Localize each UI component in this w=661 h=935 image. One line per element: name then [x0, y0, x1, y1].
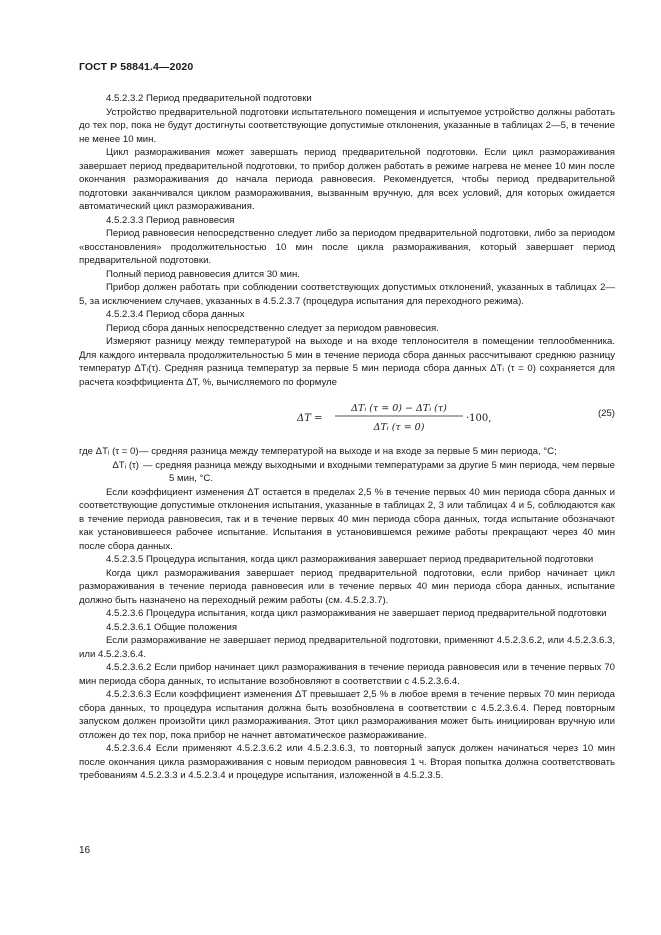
where-definition: — средняя разница между выходными и входными температурами за другие 5 мин периода, чем первые 5 мин, °С.	[143, 459, 615, 484]
where-item	[79, 445, 615, 459]
formula-25	[79, 391, 615, 443]
paragraph: Если коэффициент изменения ΔT остается в пределах 2,5 % в течение первых 40 мин периода сбора данных и соответствующие допустимые отклонения испытания, указанные в таблицах 2, 3 или таблицах 4 и 5, соблюдаются как в течение периода равновесия, так и в течение первых 40 мин периода сбора данных, тогда испытание обозначают как установившееся рабочее испытание. Испытания в установившемся режиме работы прекращают через 40 мин после сбора данных.	[79, 486, 615, 552]
paragraph: Цикл размораживания может завершать период предварительной подготовки. Если цикл размораживания завершает период предварительной подготовки, то прибор должен работать в режиме нагрева не менее 10 мин после окончания размораживания до начала периода равновесия. Рекомендуется, чтобы период предварительной подготовки заканчивался циклом размораживания, вызванным вручную, для всех условий, для которых ожидается автоматический цикл размораживания.	[79, 147, 615, 212]
paragraph: Прибор должен работать при соблюдении соответствующих допустимых отклонений, указанных в таблицах 2—5, за исключением случаев, указанных в 4.5.2.3.7 (процедура испытания для переходного режима).	[79, 282, 615, 307]
page-number: 16	[79, 845, 91, 856]
paragraph: Если размораживание не завершает период предварительной подготовки, применяют 4.5.2.3.6.2, или 4.5.2.3.6.3, или 4.5.2.3.6.4.	[79, 635, 615, 660]
section-heading-4-5-2-3-3: 4.5.2.3.3 Период равновесия	[106, 214, 235, 226]
paragraph: Измеряют разницу между температурой на выходе и на входе теплоносителя в помещении теплообменника. Для каждого интервала продолжительностью 5 мин в течение периода сбора данных рассчитывают среднюю разницу температур ΔTᵢ(τ). Средняя разница температур за первые 5 мин периода сбора данных ΔTᵢ (τ = 0) сохраняется для расчета коэффициента ΔT, %, вычисляемого по формуле	[79, 336, 615, 388]
body-text	[79, 92, 615, 783]
formula-numerator: ΔTᵢ (τ = 0) − ΔTᵢ (τ)	[351, 403, 447, 414]
paragraph: Когда цикл размораживания завершает период предварительной подготовки, если прибор начинает цикл размораживания в течение периода равновесия или в течение первых 40 мин периода сбора данных, испытание должно быть назначено на переходный режим работы (см. 4.5.2.3.7).	[79, 567, 615, 606]
where-item	[79, 459, 615, 486]
section-heading-4-5-2-3-6: 4.5.2.3.6 Процедура испытания, когда цикл размораживания не завершает период предварительной подготовки	[106, 608, 607, 619]
section-heading-4-5-2-3-2: 4.5.2.3.2 Период предварительной подготовки	[106, 93, 312, 104]
paragraph: Период сбора данных непосредственно следует за периодом равновесия.	[106, 322, 439, 334]
paragraph: 4.5.2.3.6.2 Если прибор начинает цикл размораживания в течение периода равновесия или в течение первых 70 мин периода сбора данных, то испытание возобновляют в соответствии с 4.5.2.3.6.4.	[79, 662, 615, 687]
where-symbol: где ΔTᵢ (τ = 0)	[79, 446, 139, 457]
where-definition: — средняя разница между температурой на выходе и на входе за первые 5 мин периода, °С;	[139, 446, 557, 457]
formula-graphic	[295, 395, 545, 441]
equation-number: (25)	[597, 408, 615, 419]
paragraph: 4.5.2.3.6.3 Если коэффициент изменения ΔT превышает 2,5 % в любое время в течение первых 70 мин периода сбора данных, то процедура испытания должна быть возобновлена в соответствии с 4.5.2.3.6.4. Перед повторным запуском должен произойти цикл размораживания. Этот цикл размораживания может быть инициирован вручную или отложен до тех пор, пока прибор не начнет автоматическое размораживание.	[79, 689, 615, 741]
formula-lhs: ΔT =	[297, 413, 323, 424]
section-heading-4-5-2-3-6-1: 4.5.2.3.6.1 Общие положения	[106, 621, 238, 633]
section-heading-4-5-2-3-5: 4.5.2.3.5 Процедура испытания, когда цикл размораживания завершает период предварительной подготовки	[106, 554, 594, 565]
document-header: ГОСТ Р 58841.4—2020	[79, 61, 194, 73]
where-symbol: ΔTᵢ (τ)	[112, 459, 139, 471]
paragraph: Полный период равновесия длится 30 мин.	[106, 268, 300, 280]
section-heading-4-5-2-3-4: 4.5.2.3.4 Период сбора данных	[106, 309, 245, 320]
paragraph: Устройство предварительной подготовки испытательного помещения и испытуемое устройство должны работать до тех пор, пока не будут достигнуты соответствующие допустимые отклонения, указанные в таблицах 2—5, в течение не менее 10 мин.	[79, 106, 615, 145]
paragraph: Период равновесия непосредственно следует либо за периодом предварительной подготовки, либо за периодом «восстановления» продолжительностью 10 мин после цикла размораживания, который завершает период предварительной подготовки.	[79, 228, 615, 266]
formula-multiplier: ·100,	[466, 413, 492, 424]
paragraph: 4.5.2.3.6.4 Если применяют 4.5.2.3.6.2 или 4.5.2.3.6.3, то повторный запуск должен начинаться через 10 мин после окончания цикла размораживания с новым периодом равновесия 1 ч. Вторая попытка должна соответствовать требованиям 4.5.2.3.3 и 4.5.2.3.4 и процедуре испытания, изложенной в 4.5.2.3.5.	[79, 743, 615, 781]
formula-denominator: ΔTᵢ (τ = 0)	[373, 422, 425, 433]
